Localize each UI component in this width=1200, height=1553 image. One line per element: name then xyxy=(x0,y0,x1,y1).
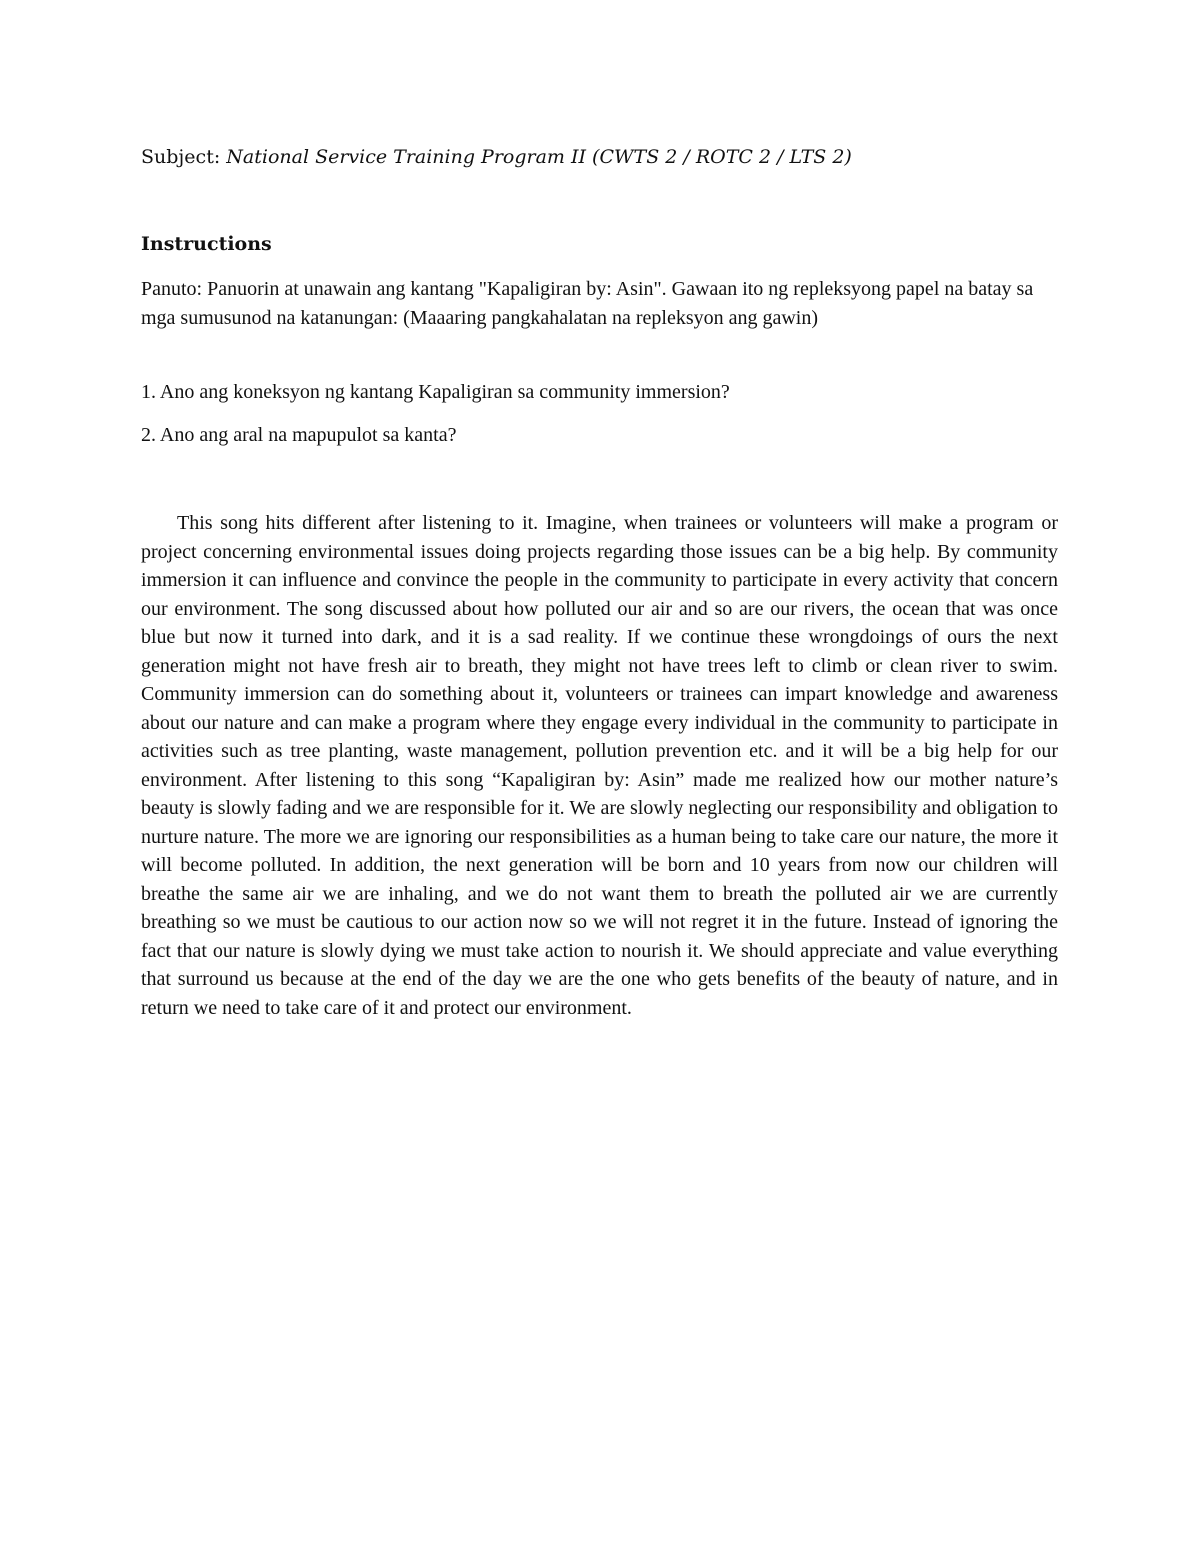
reflection-essay: This song hits different after listening to it. Imagine, when trainees or volunteers will make a program or project concerning environmental issues doing projects regarding those issues can be a big help. By community immersion it can influence and convince the people in the community to participate in every activity that concern our environment. The song discussed about how polluted our air and so are our rivers, the ocean that was once blue but now it turned into dark, and it is a sad reality. If we continue these wrongdoings of ours the next generation might not have fresh air to breath, they might not have trees left to climb or clean river to swim. Community immersion can do something about it, volunteers or trainees can impart knowledge and awareness about our nature and can make a program where they engage every individual in the community to participate in activities such as tree planting, waste management, pollution prevention etc. and it will be a big help for our environment. After listening to this song “Kapaligiran by: Asin” made me realized how our mother nature’s beauty is slowly fading and we are responsible for it. We are slowly neglecting our responsibility and obligation to nurture nature. The more we are ignoring our responsibilities as a human being to take care our nature, the more it will become polluted. In addition, the next generation will be born and 10 years from now our children will breathe the same air we are inhaling, and we do not want them to breath the polluted air we are currently breathing so we must be cautious to our action now so we will not regret it in the future. Instead of ignoring the fact that our nature is slowly dying we must take action to nourish it. We should appreciate and value everything that surround us because at the end of the day we are the one who gets benefits of the beauty of nature, and in return we need to take care of it and protect our environment. xyxy=(141,512,1058,1019)
instructions-heading: Instructions xyxy=(141,233,272,255)
instructions-text: Panuto: Panuorin at unawain ang kantang "Kapaligiran by: Asin". Gawaan ito ng repleksyong papel na batay sa mga sumusunod na katanungan: (Maaaring pangkahalatan na repleksyon ang gawin) xyxy=(141,278,1034,329)
subject-value: National Service Training Program II (CWTS 2 / ROTC 2 / LTS 2) xyxy=(226,146,852,168)
subject-label: Subject: xyxy=(141,146,227,168)
question-item: 1. Ano ang koneksyon ng kantang Kapaligiran sa community immersion? xyxy=(141,381,730,403)
subject-line xyxy=(141,142,1071,172)
question-item: 2. Ano ang aral na mapupulot sa kanta? xyxy=(141,424,457,446)
